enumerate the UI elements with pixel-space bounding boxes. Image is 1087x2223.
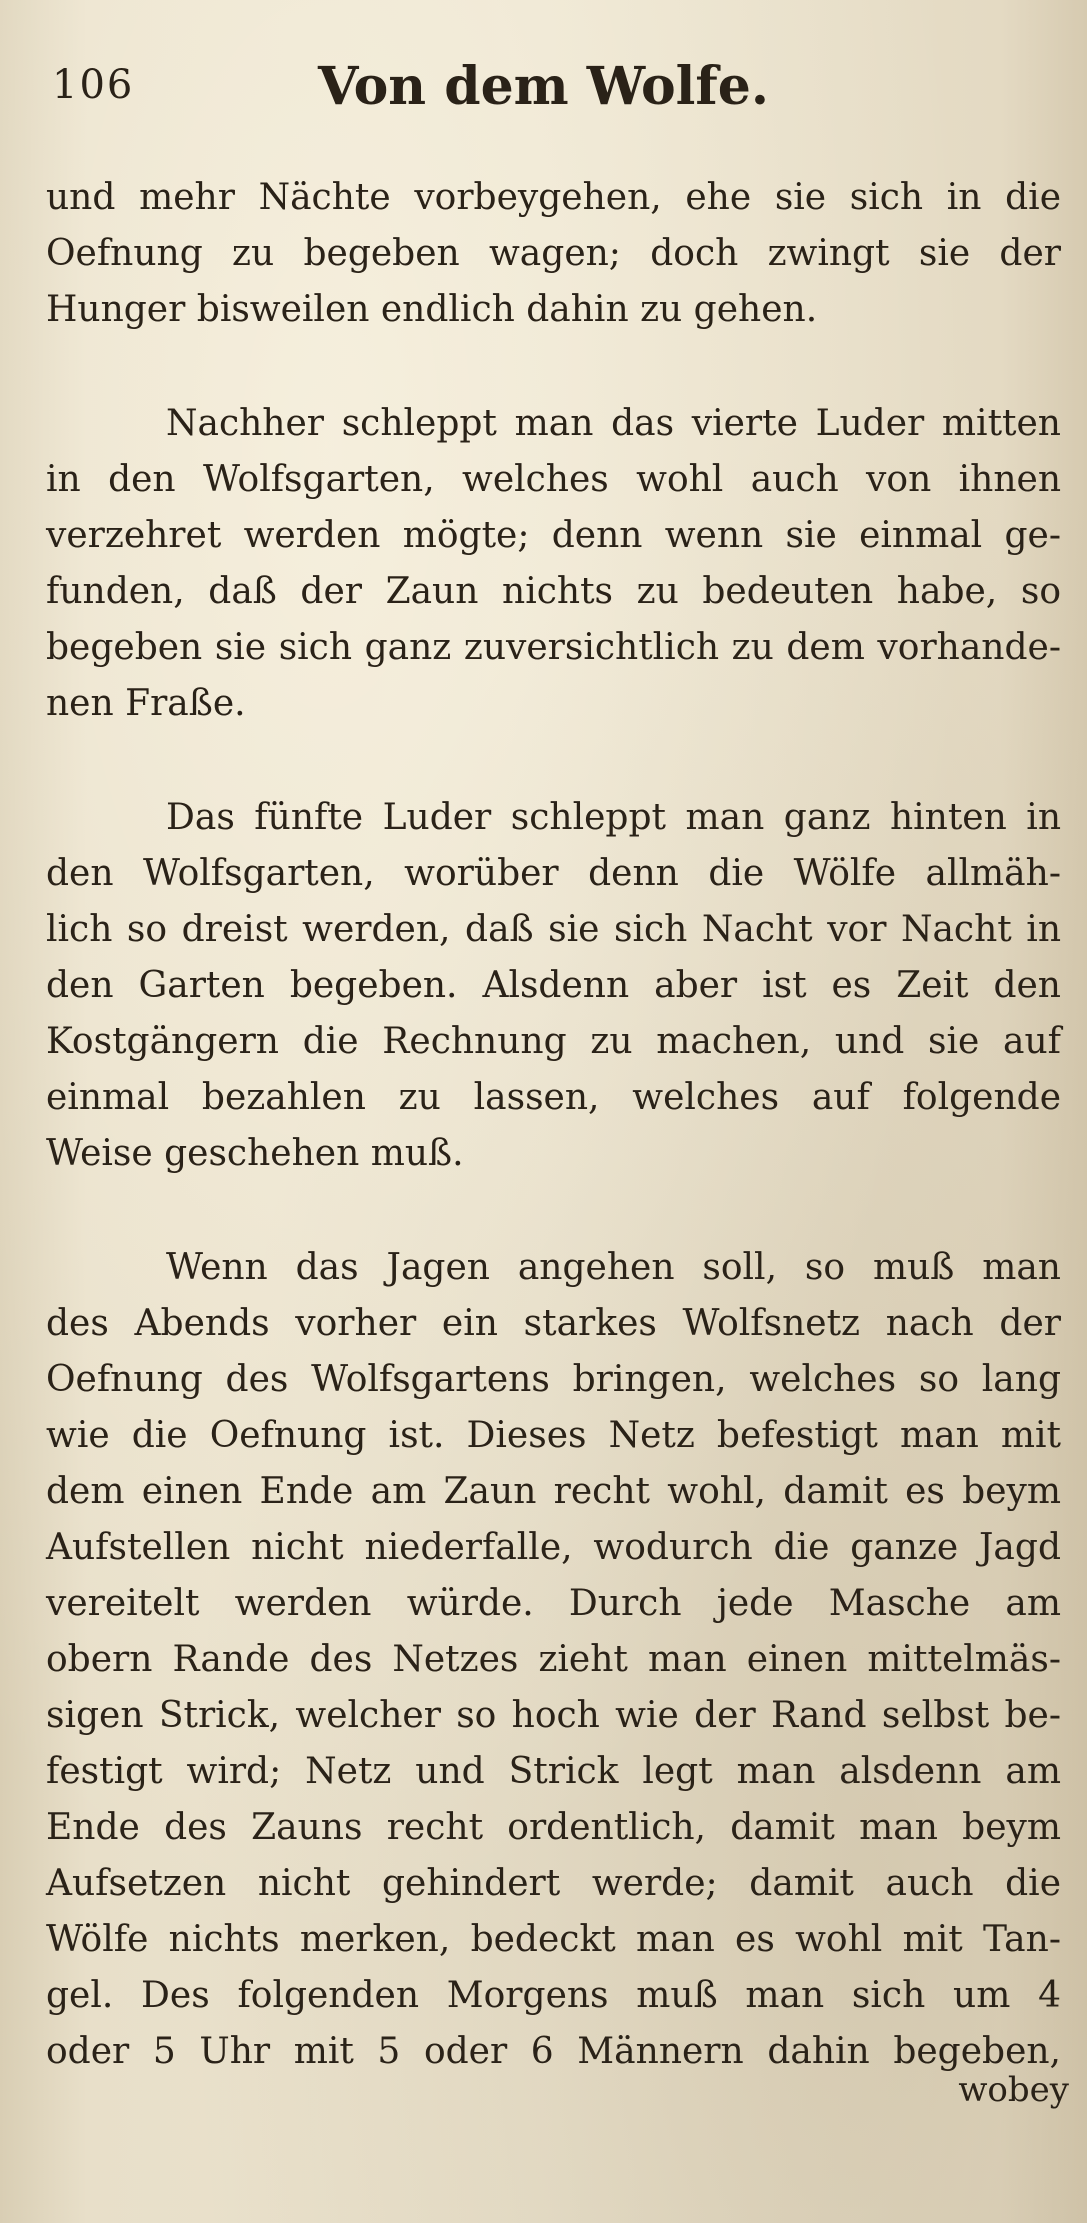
text-line: und mehr Nächte vorbeygehen, ehe sie sich in die (46, 177, 1061, 218)
text-line: dem einen Ende am Zaun recht wohl, damit es beym (46, 1471, 1061, 1512)
paragraph (46, 790, 1061, 1182)
text-line: Aufstellen nicht niederfalle, wodurch die ganze Jagd (46, 1527, 1061, 1568)
paragraph (46, 396, 1061, 732)
text-line: festigt wird; Netz und Strick legt man alsdenn am (46, 1751, 1061, 1792)
text-line: Hunger bisweilen endlich dahin zu gehen. (46, 289, 818, 330)
text-line: Das fünfte Luder schleppt man ganz hinten in (166, 797, 1061, 838)
paragraph (46, 170, 1061, 338)
running-title: Von dem Wolfe. (318, 56, 769, 117)
text-line: oder 5 Uhr mit 5 oder 6 Männern dahin begeben, (46, 2031, 1061, 2072)
text-line: begeben sie sich ganz zuversichtlich zu dem vorhande- (46, 627, 1061, 668)
text-line: wie die Oefnung ist. Dieses Netz befestigt man mit (46, 1415, 1061, 1456)
page-header (0, 52, 1087, 122)
text-line: Wölfe nichts merken, bedeckt man es wohl mit Tan- (46, 1919, 1061, 1960)
text-line: vereitelt werden würde. Durch jede Masche am (46, 1583, 1061, 1624)
text-line: des Abends vorher ein starkes Wolfsnetz nach der (46, 1303, 1061, 1344)
catchword: wobey (958, 2070, 1069, 2110)
text-line: Wenn das Jagen angehen soll, so muß man (166, 1247, 1061, 1288)
text-line: nen Fraße. (46, 683, 246, 724)
body-text (46, 170, 1061, 2080)
text-line: in den Wolfsgarten, welches wohl auch von ihnen (46, 459, 1061, 500)
text-line: Kostgängern die Rechnung zu machen, und sie auf (46, 1021, 1061, 1062)
text-line: Ende des Zauns recht ordentlich, damit man beym (46, 1807, 1061, 1848)
text-line: Nachher schleppt man das vierte Luder mitten (166, 403, 1061, 444)
text-line: Oefnung zu begeben wagen; doch zwingt sie der (46, 233, 1061, 274)
text-line: verzehret werden mögte; denn wenn sie einmal ge- (46, 515, 1061, 556)
text-line: funden, daß der Zaun nichts zu bedeuten habe, so (46, 571, 1061, 612)
text-line: den Garten begeben. Alsdenn aber ist es Zeit den (46, 965, 1061, 1006)
text-line: Aufsetzen nicht gehindert werde; damit auch die (46, 1863, 1061, 1904)
text-line: obern Rande des Netzes zieht man einen mittelmäs- (46, 1639, 1061, 1680)
text-line: den Wolfsgarten, worüber denn die Wölfe allmäh- (46, 853, 1061, 894)
paragraph (46, 1240, 1061, 2080)
text-line: Oefnung des Wolfsgartens bringen, welches so lang (46, 1359, 1061, 1400)
text-line: lich so dreist werden, daß sie sich Nacht vor Nacht in (46, 909, 1061, 950)
text-line: sigen Strick, welcher so hoch wie der Rand selbst be- (46, 1695, 1061, 1736)
text-line: gel. Des folgenden Morgens muß man sich um 4 (46, 1975, 1061, 2016)
page-number: 106 (52, 62, 135, 108)
text-line: Weise geschehen muß. (46, 1133, 464, 1174)
text-line: einmal bezahlen zu lassen, welches auf folgende (46, 1077, 1061, 1118)
